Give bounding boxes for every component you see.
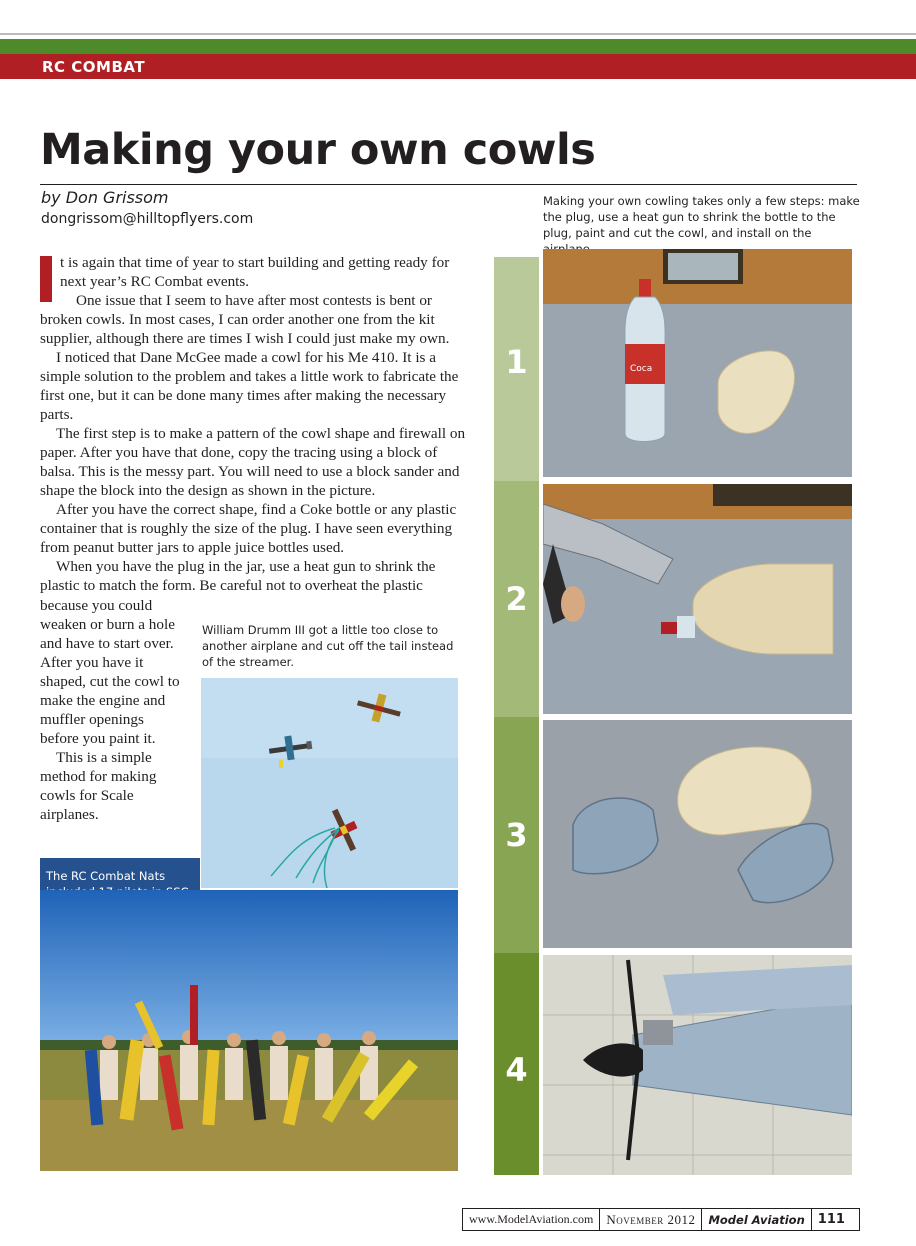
article-body-narrow <box>40 596 180 824</box>
midair-planes-photo <box>201 678 458 888</box>
step-number-1: 1 <box>505 343 528 381</box>
step-3-photo <box>543 720 852 948</box>
svg-text:Coca: Coca <box>630 364 653 374</box>
nats-group-photo <box>40 890 458 1171</box>
footer-url[interactable]: www.ModelAviation.com <box>463 1209 600 1230</box>
article-body <box>40 253 474 595</box>
paragraph: This is a simple method for making cowls for Scale airplanes. <box>40 749 157 823</box>
caption-drumm: William Drumm III got a little too close to another airplane and cut off the tail instead of the streamer. <box>202 623 454 669</box>
footer-magazine: Model Aviation <box>702 1209 811 1230</box>
byline: by Don Grissom <box>41 188 169 207</box>
footer-date: November 2012 <box>600 1209 702 1230</box>
step-number-2: 2 <box>505 580 528 618</box>
title-rule <box>40 184 857 185</box>
section-label: RC COMBAT <box>42 58 146 76</box>
paragraph: After you have the correct shape, find a Coke bottle or any plastic container that is roughly the size of the plug. I have seen everything from peanut butter jars to apple juice bottles used. <box>40 501 457 556</box>
paragraph: I noticed that Dane McGee made a cowl for his Me 410. It is a simple solution to the problem and takes a little work to fabricate the first one, but it can be done many times after making the necessary parts. <box>40 349 459 423</box>
paragraph: When you have the plug in the jar, use a heat gun to shrink the plastic to match the form. Be careful not to overheat the plastic <box>40 558 436 594</box>
paragraph: The first step is to make a pattern of the cowl shape and firewall on paper. After you have that done, copy the tracing using a block of balsa. This is the messy part. You will need to use a block sander and shape the block into the design as shown in the picture. <box>40 425 466 499</box>
paragraph: because you could weaken or burn a hole and have to start over. After you have it shaped, cut the cowl to make the engine and muffler openings before you paint it. <box>40 597 180 747</box>
page-footer <box>462 1208 860 1231</box>
caption-nats: The RC Combat Nats <box>46 869 166 883</box>
article-title: Making your own cowls <box>40 125 596 175</box>
paragraph-intro: t is again that time of year to start building and getting ready for next year’s RC Combat events. <box>40 253 474 291</box>
paragraph: One issue that I seem to have after most contests is bent or broken cowls. In most cases, I can order another one from the kit supplier, although there are times I wish I could just make my own. <box>40 292 450 347</box>
caption-steps: Making your own cowling takes only a few steps: make the plug, use a heat gun to shrink the bottle to the plug, paint and cut the cowl, and install on the <box>543 194 860 240</box>
header-green-band <box>0 39 916 54</box>
drop-cap <box>40 256 52 302</box>
step-number-3: 3 <box>505 816 528 854</box>
step-2-photo <box>543 484 852 714</box>
page-number: 111 <box>817 1212 845 1227</box>
step-4-photo <box>543 955 852 1175</box>
step-1-photo <box>543 249 852 477</box>
author-email[interactable]: dongrissom@hilltopflyers.com <box>41 211 254 227</box>
step-number-4: 4 <box>505 1051 528 1089</box>
top-rule <box>0 33 916 35</box>
